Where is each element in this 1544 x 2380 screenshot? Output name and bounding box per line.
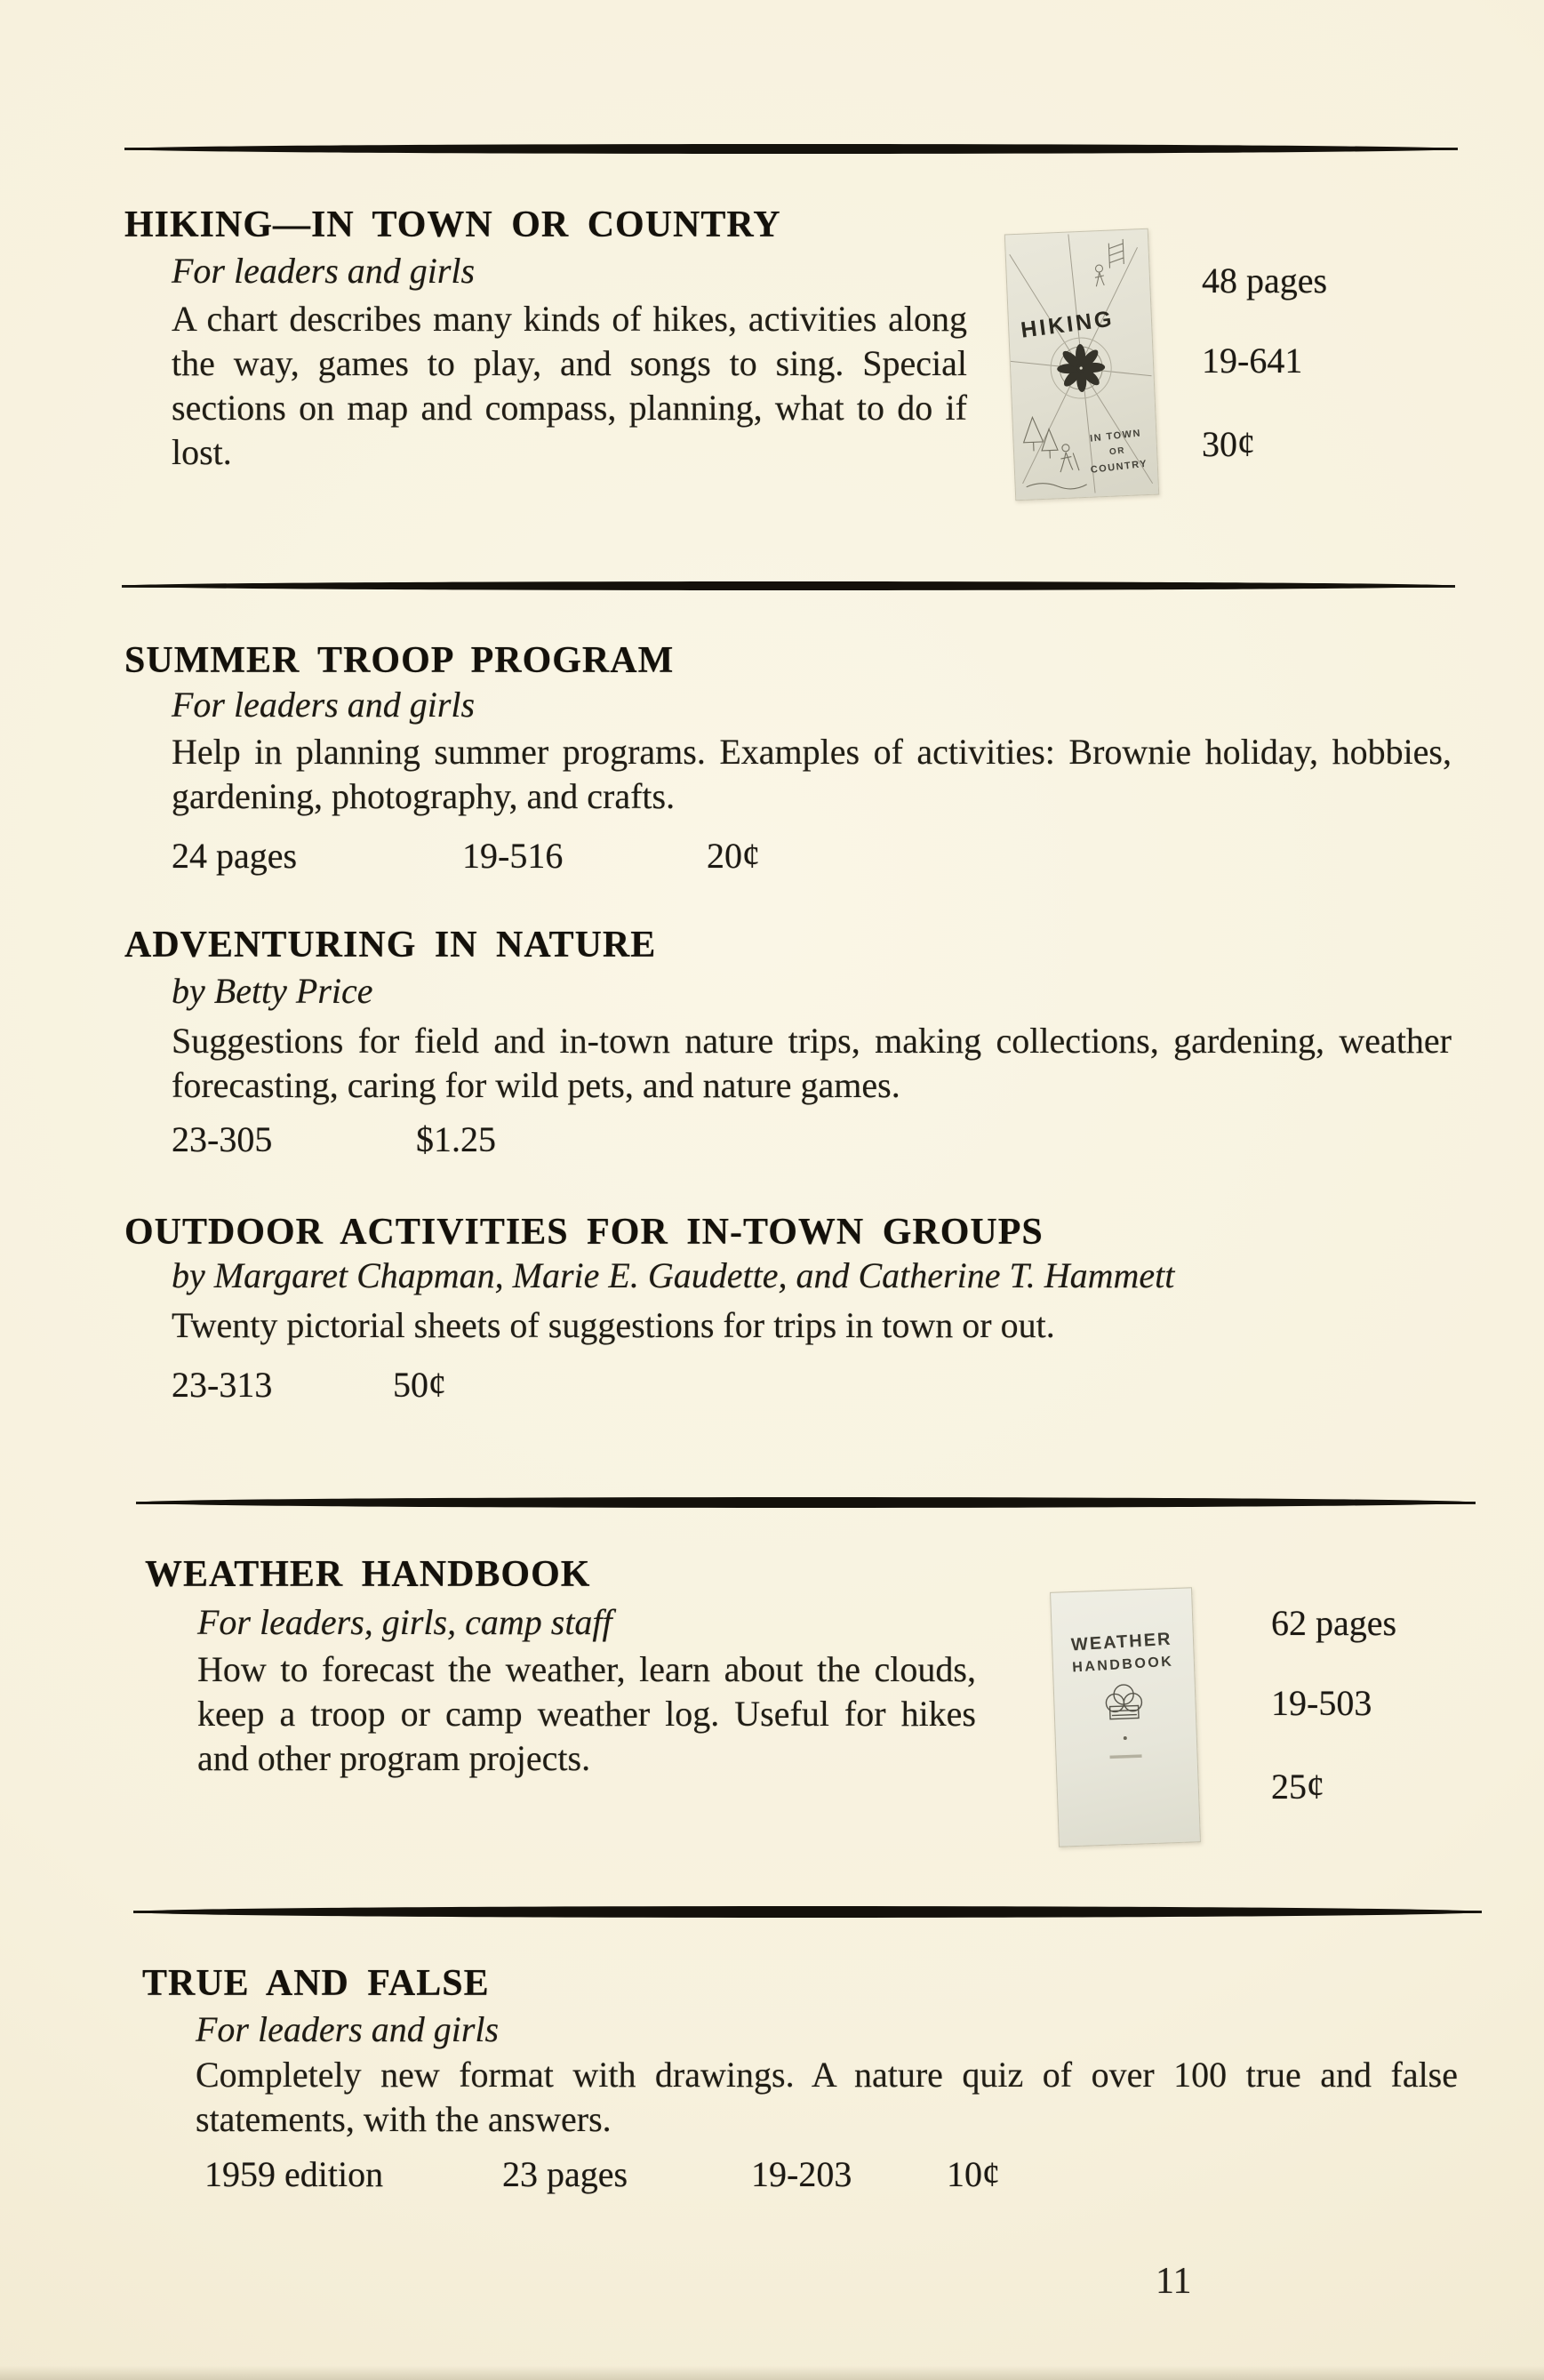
audience-line: For leaders and girls [172,251,476,291]
catalog-number: 19-641 [1202,341,1303,381]
weather-cover-art [1051,1588,1198,1844]
divider-rule-3 [136,1497,1476,1508]
divider-rule-4 [133,1906,1482,1918]
catalog-number: 19-516 [462,836,564,876]
cover-title-weather-line1: WEATHER [1070,1629,1173,1655]
section-description: How to forecast the weather, learn about the clouds, keep a troop or camp weather log. Useful for hikes and other program projects. [197,1649,976,1778]
cover-title-weather-line2: HANDBOOK [1071,1654,1174,1676]
price: 30¢ [1202,424,1255,464]
cover-title-hiking: HIKING [1019,306,1116,343]
byline: by Betty Price [172,971,373,1011]
audience-line: For leaders and girls [196,2009,500,2049]
page-count: 23 pages [502,2154,628,2194]
page-count: 24 pages [172,836,298,876]
price: 25¢ [1271,1767,1324,1807]
cover-subtitle-line1: IN TOWN [1089,428,1142,445]
audience-line: For leaders and girls [172,685,476,725]
section-description: Twenty pictorial sheets of suggestions for trips in town or out. [172,1305,1055,1345]
divider-rule-top [124,144,1458,154]
section-description: Completely new format with drawings. A nature quiz of over 100 true and false statements, with the answers. [196,2055,1458,2139]
section-description: Help in planning summer programs. Examples of activities: Brownie holiday, hobbies, gardening, photography, and crafts. [172,732,1452,816]
section-title-true-and-false: TRUE AND FALSE [142,1963,490,2004]
hiking-cover-art [1005,229,1156,498]
book-cover-weather [1050,1587,1201,1847]
section-title-summer-troop: SUMMER TROOP PROGRAM [124,640,675,681]
audience-line: For leaders, girls, camp staff [197,1602,612,1642]
price: 10¢ [947,2154,1000,2194]
cloud-icon [1106,1684,1142,1719]
section-title-adventuring: ADVENTURING IN NATURE [124,925,657,966]
edition: 1959 edition [204,2154,384,2194]
price: $1.25 [416,1119,496,1159]
section-title-weather-handbook: WEATHER HANDBOOK [145,1554,591,1595]
cover-author-line [1109,1754,1141,1759]
section-description: Suggestions for field and in-town nature trips, making collections, gardening, weather forecasting, caring for wild pets, and nature games. [172,1021,1452,1105]
hikers-sketch-top [1093,239,1124,286]
book-cover-hiking [1004,228,1159,501]
cover-subtitle-line3: COUNTRY [1090,458,1148,476]
divider-rule-2 [122,581,1455,590]
section-title-outdoor-activities: OUTDOOR ACTIVITIES FOR IN-TOWN GROUPS [124,1212,1044,1253]
hiker-sketch-bottom [1022,415,1086,491]
section-description: A chart describes many kinds of hikes, activities along the way, games to play, and songs to sing. Special sections on map and compass, planning, what to do if lost. [172,299,967,472]
page-number: 11 [1156,2261,1192,2302]
catalog-number: 23-305 [172,1119,273,1159]
catalog-number: 23-313 [172,1365,273,1405]
catalog-number: 19-203 [751,2154,852,2194]
byline: by Margaret Chapman, Marie E. Gaudette, and Catherine T. Hammett [172,1255,1175,1295]
price: 20¢ [707,836,760,876]
page-count: 48 pages [1202,260,1328,301]
section-title-hiking: HIKING—IN TOWN OR COUNTRY [124,204,781,245]
catalog-number: 19-503 [1271,1683,1372,1723]
page-count: 62 pages [1271,1603,1397,1643]
cover-subtitle-line2: OR [1108,445,1126,458]
price: 50¢ [393,1365,446,1405]
